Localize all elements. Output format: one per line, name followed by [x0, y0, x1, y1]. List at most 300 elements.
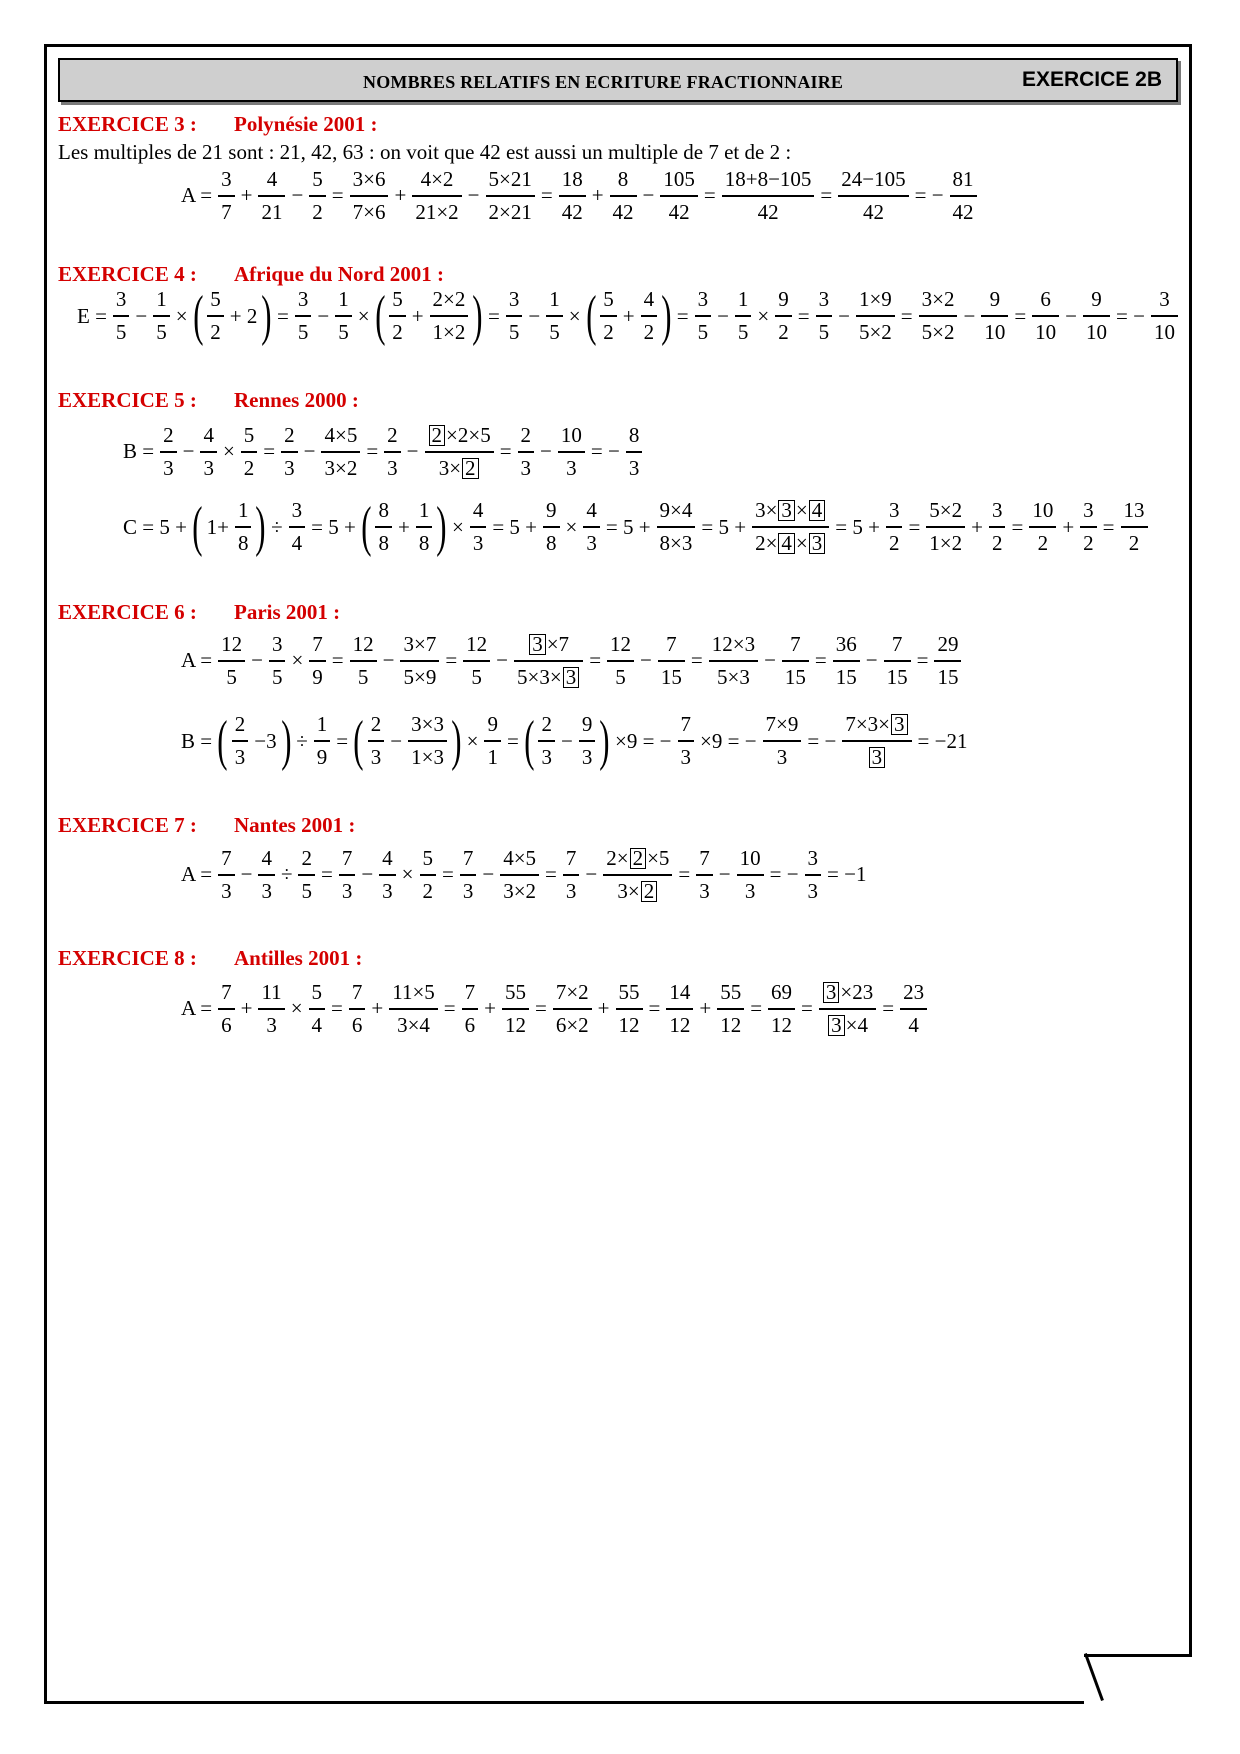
fraction: [735, 288, 752, 344]
math-operator: = −: [1116, 303, 1145, 328]
math-operator: =: [589, 648, 602, 673]
math-operator: =: [545, 862, 557, 887]
denominator: 4: [291, 530, 303, 555]
fraction: [269, 633, 286, 689]
math-operator: =: [366, 439, 379, 464]
denominator: 5×2: [858, 319, 892, 344]
math-operator: ×: [466, 728, 479, 753]
math-operator: =: [1102, 514, 1115, 539]
denominator: 2: [643, 319, 655, 344]
fraction-bar: [735, 315, 752, 317]
numerator: 7×3× 3: [842, 713, 911, 736]
left-parenthesis: (: [217, 710, 228, 772]
fraction-bar: [709, 660, 758, 662]
fraction: [616, 981, 643, 1037]
math-operator: +: [240, 996, 253, 1021]
fraction-bar: [553, 1008, 592, 1010]
numerator: 2: [541, 712, 552, 737]
fraction-bar: [641, 315, 658, 317]
fraction: [321, 424, 360, 480]
denominator: 3× 2: [614, 880, 661, 903]
numerator: 7: [351, 980, 363, 1004]
math-operator: A =: [181, 996, 213, 1021]
numerator: 3: [991, 498, 1003, 523]
denominator: 8: [418, 530, 430, 555]
fraction-bar: [884, 660, 911, 662]
exercise-source: Paris 2001 :: [234, 600, 341, 624]
fraction-bar: [309, 1008, 326, 1010]
numerator: 4×2: [420, 167, 454, 191]
fraction-bar: [375, 526, 392, 528]
fraction-bar: [420, 874, 437, 876]
fraction-bar: [1032, 315, 1059, 317]
fraction: [506, 288, 523, 344]
fraction-bar: [408, 740, 447, 742]
denominator: 3: [382, 878, 393, 903]
fraction-bar: [1083, 315, 1110, 317]
fraction-bar: [1151, 315, 1178, 317]
math-operator: −: [182, 439, 195, 464]
denominator: 8: [378, 530, 389, 555]
fraction-bar: [559, 195, 586, 197]
fraction: [717, 981, 744, 1037]
denominator: 5×3× 3: [514, 666, 583, 689]
denominator: 3: [284, 455, 295, 480]
numerator: 9: [487, 712, 498, 737]
fraction: [218, 633, 245, 689]
fraction: [660, 168, 698, 224]
denominator: 5: [818, 319, 830, 344]
denominator: 12: [771, 1012, 793, 1037]
denominator: 3: [807, 878, 819, 903]
math-operator: −: [717, 303, 729, 328]
math-operator: −: [540, 439, 552, 464]
numerator: 1: [156, 287, 167, 312]
numerator: 7: [666, 632, 677, 656]
denominator: [865, 746, 890, 769]
fraction: [218, 168, 235, 224]
fraction-bar: [666, 1008, 693, 1010]
fraction: [579, 713, 596, 769]
fraction-bar: [258, 874, 275, 876]
denominator: 42: [612, 199, 634, 224]
fraction: [430, 288, 469, 344]
fraction: [1121, 499, 1148, 555]
fraction-bar: [678, 740, 695, 742]
denominator: 3: [566, 455, 577, 480]
math-operator: =: [916, 648, 929, 673]
math-operator: + 2: [229, 303, 258, 328]
math-operator: −: [303, 439, 316, 464]
fraction: [709, 633, 758, 689]
fraction: [309, 168, 326, 224]
fraction: [412, 168, 461, 224]
numerator: 7×9: [765, 712, 799, 737]
fraction-bar: [389, 1008, 438, 1010]
fraction: [657, 499, 696, 555]
fraction-bar: [926, 526, 965, 528]
math-operator: =: [331, 996, 343, 1021]
numerator: 7: [462, 846, 474, 870]
numerator: 4×5: [503, 846, 537, 870]
parenthesized-group: [191, 496, 267, 558]
numerator: 6: [1040, 287, 1051, 312]
cancelled-factor: 3: [563, 667, 580, 688]
denominator: 3: [163, 455, 174, 480]
math-operator: −: [1065, 303, 1078, 328]
denominator: 2: [312, 199, 323, 224]
right-parenthesis: ): [472, 285, 483, 347]
denominator: 1: [487, 744, 498, 769]
numerator: 1: [338, 287, 349, 312]
math-operator: =: [690, 648, 703, 673]
equation: [178, 633, 964, 689]
denominator: 3: [565, 878, 577, 903]
fraction: [989, 499, 1006, 555]
denominator: 7×6: [352, 199, 386, 224]
fraction-bar: [502, 1008, 529, 1010]
parenthesized-group: [352, 710, 463, 772]
fraction: [462, 981, 479, 1037]
fraction: [400, 633, 439, 689]
denominator: 6: [464, 1012, 476, 1037]
denominator: 10: [1153, 319, 1175, 344]
exercise-source: Antilles 2001 :: [234, 946, 363, 970]
fraction-bar: [309, 195, 326, 197]
fraction: [241, 424, 258, 480]
denominator: 2: [243, 455, 255, 480]
right-parenthesis: ): [599, 710, 610, 772]
fraction: [833, 633, 860, 689]
math-operator: −: [963, 303, 976, 328]
denominator: 1×2: [432, 319, 466, 344]
math-operator: +: [622, 303, 635, 328]
denominator: 5: [471, 664, 482, 689]
math-operator: +: [971, 514, 983, 539]
denominator: 3: [203, 455, 214, 480]
numerator: 3: [818, 287, 830, 312]
denominator: 15: [835, 664, 857, 689]
math-operator: A =: [181, 183, 213, 208]
fraction: [486, 168, 535, 224]
numerator: 3: [1083, 498, 1094, 523]
fraction: [900, 981, 927, 1037]
numerator: 12: [221, 632, 243, 656]
exercise-3-heading: [58, 112, 377, 137]
cancelled-factor: 4: [778, 533, 795, 554]
parenthesized-group: [360, 496, 448, 558]
math-operator: −: [718, 862, 731, 887]
fraction: [950, 168, 977, 224]
denominator: 3: [586, 530, 597, 555]
fraction: [768, 981, 795, 1037]
denominator: 5: [338, 319, 349, 344]
numerator: 12×3: [711, 632, 756, 656]
denominator: 3: [266, 1012, 277, 1037]
denominator: 2: [392, 319, 403, 344]
numerator: 5: [210, 287, 221, 312]
left-parenthesis: (: [361, 496, 372, 558]
fraction-bar: [607, 660, 634, 662]
right-parenthesis: ): [451, 710, 462, 772]
fraction-bar: [207, 315, 224, 317]
fraction: [607, 633, 634, 689]
numerator: 7: [790, 632, 801, 656]
fraction-bar: [463, 660, 490, 662]
numerator: 9: [1091, 287, 1102, 312]
fraction: [641, 288, 658, 344]
fraction: [538, 713, 555, 769]
cancelled-factor: 2: [429, 425, 446, 446]
cancelled-factor: 3: [778, 500, 795, 521]
exercise-label: EXERCICE 6 :: [58, 600, 197, 624]
fraction: [600, 288, 617, 344]
fraction: [258, 981, 284, 1037]
fraction-bar: [695, 315, 712, 317]
denominator: 5×9: [403, 664, 437, 689]
right-parenthesis: ): [661, 285, 672, 347]
denominator: 5×2: [921, 319, 955, 344]
math-operator: −: [496, 648, 509, 673]
fraction: [1032, 288, 1059, 344]
numerator: 69: [771, 980, 793, 1004]
fraction: [379, 847, 396, 903]
parenthesized-group: [523, 710, 611, 772]
fraction: [408, 713, 447, 769]
fraction: [782, 633, 809, 689]
fraction-bar: [368, 740, 385, 742]
fraction-bar: [389, 315, 406, 317]
fraction: [309, 981, 326, 1037]
denominator: 8×3: [659, 530, 693, 555]
numerator: 7: [221, 846, 232, 870]
numerator: 10: [739, 846, 761, 870]
numerator: 5: [243, 423, 255, 447]
math-operator: +: [397, 514, 410, 539]
numerator: 12: [466, 632, 488, 656]
fraction-bar: [281, 451, 298, 453]
math-operator: = 5 +: [701, 514, 747, 539]
math-operator: =: [443, 996, 456, 1021]
denominator: 21: [261, 199, 283, 224]
fraction-bar: [350, 195, 389, 197]
numerator: 8: [628, 423, 640, 447]
fraction: [658, 633, 685, 689]
fraction: [546, 288, 563, 344]
fraction: [160, 424, 177, 480]
exercise-6-heading: [58, 600, 340, 625]
fraction: [350, 633, 377, 689]
numerator: 11×5: [392, 980, 435, 1004]
math-operator: −: [240, 862, 253, 887]
denominator: 3: [261, 878, 272, 903]
fraction: [553, 981, 592, 1037]
denominator: 1×3: [411, 744, 444, 769]
denominator: 3: [472, 530, 484, 555]
fraction-bar: [660, 195, 698, 197]
math-operator: A =: [181, 862, 213, 887]
denominator: 15: [886, 664, 908, 689]
fraction: [207, 288, 224, 344]
fraction: [514, 633, 583, 689]
fraction-bar: [900, 1008, 927, 1010]
numerator: 7: [680, 712, 692, 737]
denominator: 42: [757, 199, 779, 224]
fraction-bar: [626, 451, 643, 453]
fraction-bar: [782, 660, 809, 662]
fraction-bar: [218, 874, 235, 876]
numerator: 5: [312, 167, 323, 191]
numerator: 2: [520, 423, 532, 447]
cancelled-factor: 2: [641, 881, 658, 902]
denominator: 3: [520, 455, 532, 480]
fraction: [470, 499, 487, 555]
fraction-bar: [295, 315, 312, 317]
cancelled-factor: 2: [630, 848, 647, 869]
fraction: [384, 424, 401, 480]
numerator: 3×7: [403, 632, 437, 656]
math-operator: ÷: [271, 514, 283, 539]
numerator: 7: [312, 632, 323, 656]
numerator: 7: [699, 846, 710, 870]
fraction-bar: [579, 740, 596, 742]
math-operator: = −21: [917, 728, 968, 753]
fraction: [339, 847, 356, 903]
cancelled-factor: 3: [869, 747, 886, 768]
fraction-bar: [838, 195, 908, 197]
numerator: 3: [807, 846, 819, 870]
exercise-7-heading: [58, 813, 355, 838]
right-parenthesis: ): [436, 496, 447, 558]
fraction: [218, 981, 235, 1037]
numerator: 4: [586, 498, 597, 523]
equation: [74, 285, 1181, 347]
denominator: 42: [561, 199, 583, 224]
fraction-bar: [763, 740, 802, 742]
denominator: 15: [784, 664, 806, 689]
cancelled-factor: 3: [823, 982, 840, 1003]
fraction: [1083, 288, 1110, 344]
numerator: 10: [1032, 498, 1054, 523]
fraction-bar: [350, 660, 377, 662]
numerator: 1: [418, 498, 430, 523]
denominator: 3: [581, 744, 593, 769]
math-operator: ×: [451, 514, 464, 539]
denominator: 3×2: [503, 878, 537, 903]
denominator: 3: [680, 744, 692, 769]
denominator: 5: [697, 319, 709, 344]
fraction: [460, 847, 477, 903]
math-operator: C = 5 +: [123, 514, 187, 539]
math-operator: = −1: [827, 862, 867, 887]
fraction-bar: [543, 526, 560, 528]
fraction-bar: [412, 195, 461, 197]
fraction-bar: [200, 451, 217, 453]
math-operator: −: [135, 303, 148, 328]
left-parenthesis: (: [192, 285, 204, 347]
fraction-bar: [506, 315, 523, 317]
fraction-bar: [269, 660, 286, 662]
numerator: 1: [237, 498, 249, 523]
fraction-bar: [113, 315, 130, 317]
denominator: 6: [351, 1012, 363, 1037]
math-operator: +: [411, 303, 424, 328]
equation: [120, 424, 645, 480]
math-operator: +: [591, 183, 604, 208]
numerator: 7: [221, 980, 232, 1004]
exercise-3-intro: Les multiples de 21 sont : 21, 42, 63 : on voit que 42 est aussi un multiple de 7 et de 2 :: [58, 140, 792, 164]
numerator: 55: [618, 980, 640, 1004]
fraction-bar: [819, 1008, 876, 1010]
left-parenthesis: (: [353, 710, 364, 772]
math-operator: ×: [757, 303, 770, 328]
fraction-bar: [321, 451, 360, 453]
denominator: 3: [776, 744, 788, 769]
math-operator: −: [838, 303, 850, 328]
fraction-bar: [518, 451, 535, 453]
numerator: 11: [261, 980, 282, 1004]
math-operator: −: [482, 862, 495, 887]
fraction-bar: [1080, 526, 1097, 528]
fraction: [603, 847, 672, 903]
denominator: 2: [1128, 530, 1140, 555]
denominator: 5: [226, 664, 237, 689]
denominator: 5: [301, 878, 312, 903]
numerator: 2 ×2×5: [425, 424, 494, 447]
numerator: 5: [311, 980, 323, 1004]
denominator: 5×3: [716, 664, 750, 689]
fraction-bar: [289, 526, 306, 528]
fraction: [626, 424, 643, 480]
fraction-bar: [425, 451, 494, 453]
fraction: [543, 499, 560, 555]
fraction: [919, 288, 958, 344]
numerator: 24−105: [841, 167, 906, 191]
fraction: [737, 847, 764, 903]
fraction-bar: [919, 315, 958, 317]
right-parenthesis: ): [255, 496, 266, 558]
fraction-bar: [470, 526, 487, 528]
numerator: 9: [581, 712, 593, 737]
fraction: [752, 499, 829, 555]
math-operator: 1+: [206, 514, 229, 539]
exercise-5-heading: [58, 388, 359, 413]
denominator: 3: [699, 878, 710, 903]
exercise-source: Afrique du Nord 2001 :: [234, 262, 445, 286]
fraction: [1151, 288, 1178, 344]
denominator: 3×2: [324, 455, 358, 480]
math-operator: =: [263, 439, 276, 464]
cancelled-factor: 3: [891, 714, 908, 735]
fraction-bar: [298, 874, 315, 876]
numerator: 4: [203, 423, 214, 447]
math-operator: E =: [77, 303, 107, 328]
fraction: [235, 499, 252, 555]
numerator: 8: [617, 167, 629, 191]
math-operator: =: [1014, 303, 1027, 328]
math-operator: =: [320, 862, 333, 887]
numerator: 3× 3 × 4: [752, 499, 829, 522]
fraction-bar: [768, 1008, 795, 1010]
exercise-label: EXERCICE 7 :: [58, 813, 197, 837]
exercise-source: Nantes 2001 :: [234, 813, 356, 837]
fraction: [416, 499, 433, 555]
math-operator: ×: [568, 303, 581, 328]
denominator: 42: [952, 199, 974, 224]
math-operator: =: [331, 648, 344, 673]
fraction: [232, 713, 249, 769]
fraction: [375, 499, 392, 555]
